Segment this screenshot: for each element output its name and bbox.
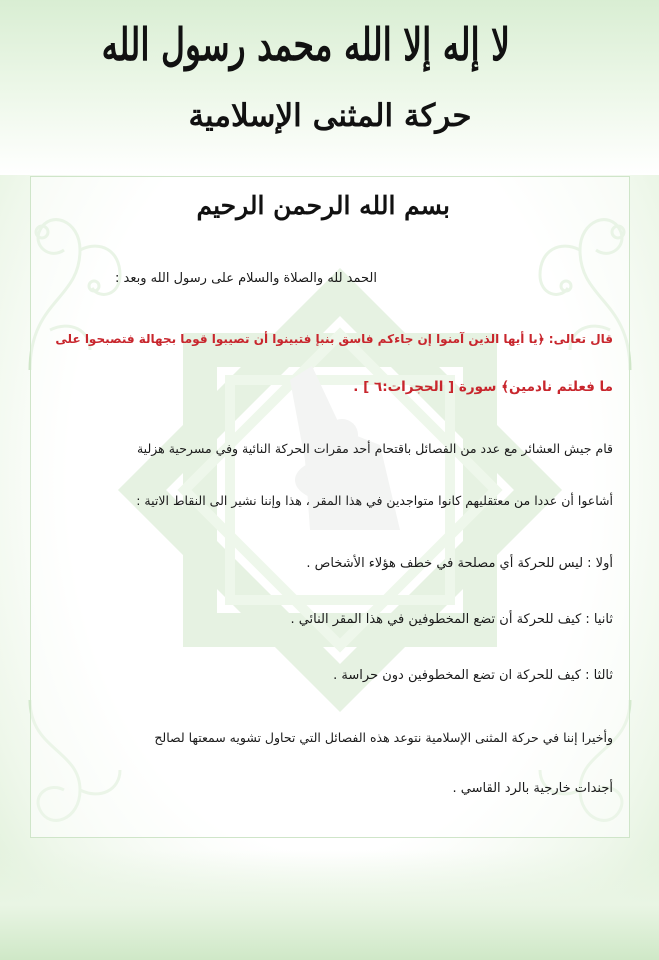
paragraph-1-line-1: قام جيش العشائر مع عدد من الفصائل باقتحام أحد مقرات الحركة النائية وفي مسرحية هزلية	[136, 441, 613, 456]
paragraph-1-line-2: أشاعوا أن عددا من معتقليهم كانوا متواجدين في هذا المقر ، هذا وإننا نشير الى النقاط الاتية :	[136, 493, 613, 508]
paragraph-2-line-1: وأخيرا إننا في حركة المثنى الإسلامية نتوعد هذه الفصائل التي تحاول تشويه سمعتها لصالح	[154, 730, 613, 745]
footer-background	[0, 850, 659, 960]
quran-verse-line-1: قال تعالى: ﴿يا أيها الذين آمنوا إن جاءكم فاسق بنبإ فتبينوا أن تصيبوا قوما بجهالة فتصبحوا على	[55, 332, 613, 346]
paragraph-2-line-2: أجندات خارجية بالرد القاسي .	[452, 781, 613, 796]
point-1: أولا : ليس للحركة أي مصلحة في خطف هؤلاء الأشخاص .	[306, 556, 613, 571]
quran-verse-line-2: ما فعلتم نادمين﴾ سورة [ الحجرات:٦ ] .	[353, 379, 613, 395]
point-3: ثالثا : كيف للحركة ان تضع المخطوفين دون حراسة .	[333, 668, 613, 683]
point-2: ثانيا : كيف للحركة أن تضع المخطوفين في هذا المقر النائي .	[290, 612, 613, 627]
opening-line: الحمد لله والصلاة والسلام على رسول الله وبعد :	[115, 271, 377, 286]
organization-name: حركة المثنى الإسلامية	[188, 98, 472, 134]
shahada-calligraphy: لا إله إلا الله محمد رسول الله	[101, 18, 510, 71]
basmala-calligraphy: بسم الله الرحمن الرحيم	[196, 191, 450, 220]
